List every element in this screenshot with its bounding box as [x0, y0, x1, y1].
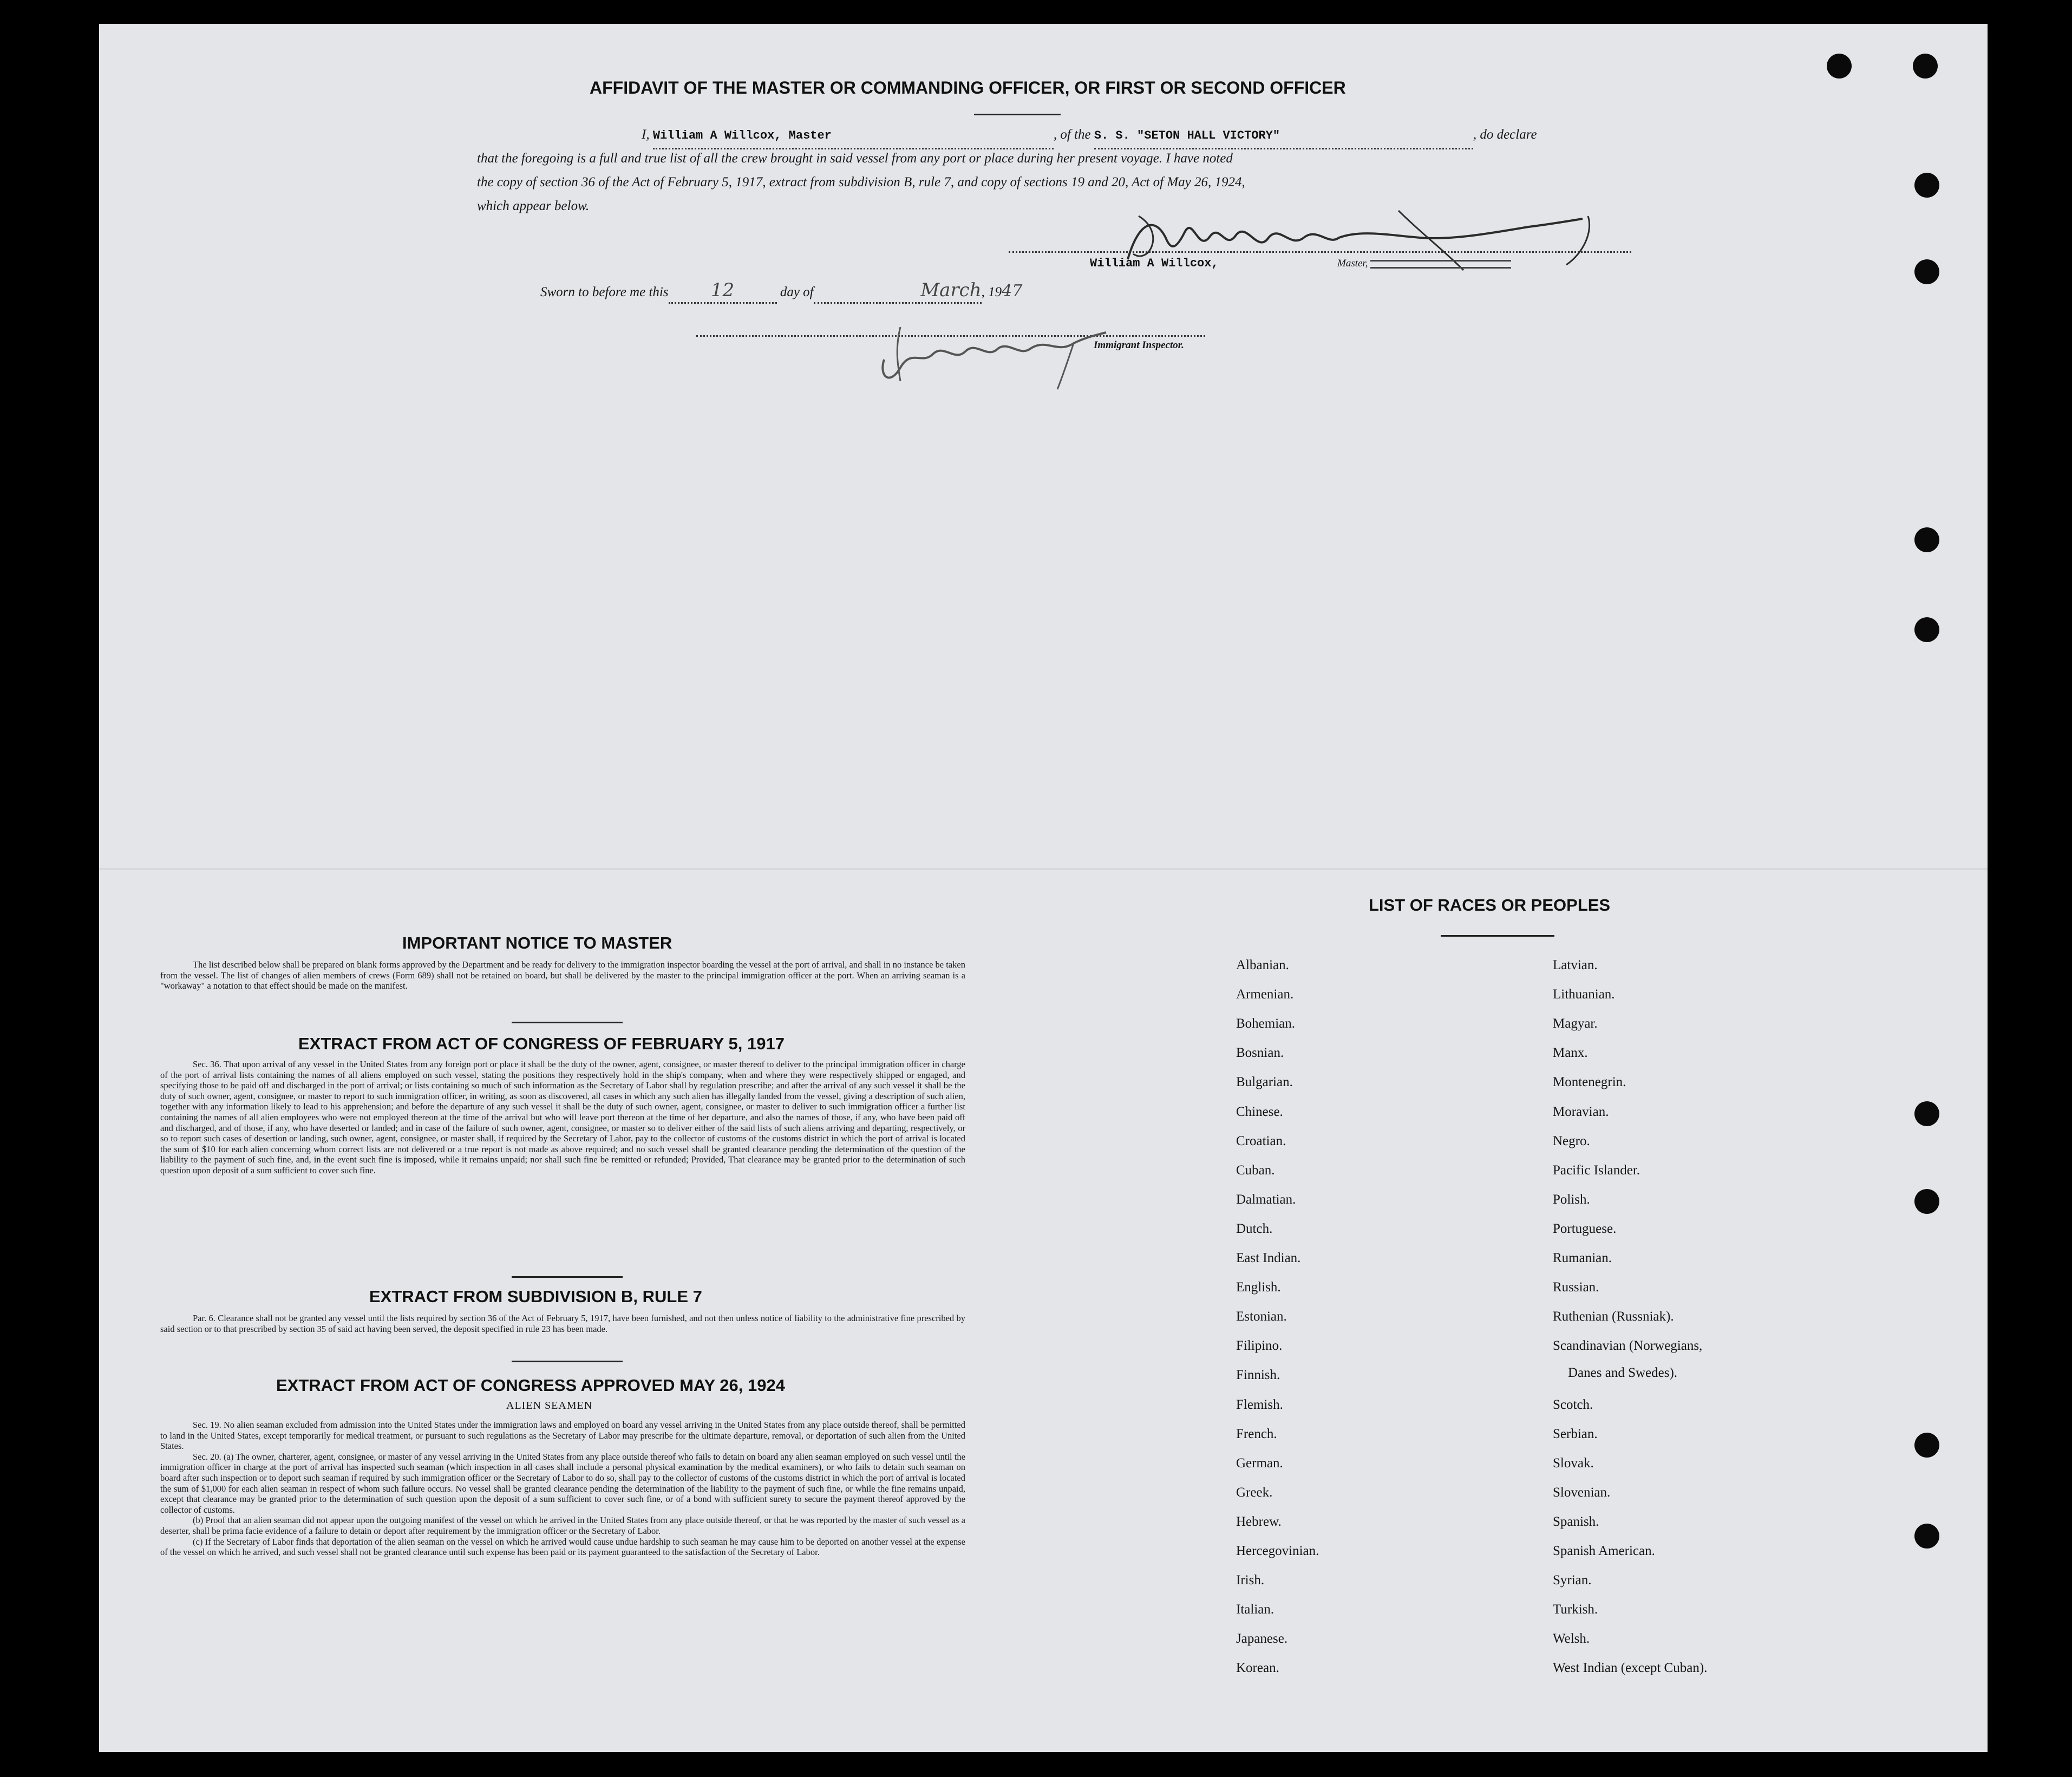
punch-hole-6 — [1914, 617, 1939, 642]
sworn-prefix: Sworn to before me this — [540, 285, 669, 299]
race-left-item: Filipino. — [1236, 1338, 1283, 1354]
race-right-item: Pacific Islander. — [1553, 1162, 1640, 1178]
punch-hole-2 — [1913, 54, 1938, 79]
race-left-item: Albanian. — [1236, 958, 1289, 972]
sworn-day-of: day of — [780, 285, 814, 299]
extract-1917-rule — [512, 1276, 623, 1278]
race-right-item: Turkish. — [1553, 1602, 1598, 1617]
race-left-item: Bosnian. — [1236, 1046, 1284, 1061]
punch-hole-8 — [1914, 1189, 1939, 1214]
punch-hole-1 — [1827, 54, 1852, 79]
extract-1917-title: EXTRACT FROM ACT OF CONGRESS OF FEBRUARY 5, 1917 — [298, 1034, 785, 1053]
race-left-item: Cuban. — [1236, 1162, 1275, 1178]
race-left-item: Bohemian. — [1236, 1016, 1296, 1031]
race-left-item: Croatian. — [1236, 1133, 1286, 1148]
race-right-item: Polish. — [1553, 1192, 1590, 1207]
inspector-signature — [868, 316, 1139, 392]
race-left-item: Chinese. — [1236, 1104, 1283, 1119]
race-left-item: Hercegovinian. — [1236, 1544, 1319, 1558]
sworn-month-value: March — [920, 279, 982, 301]
sworn-year-prefix: 19 — [988, 285, 1002, 299]
race-left-item: Flemish. — [1236, 1397, 1283, 1412]
race-scandinavian-continuation: Danes and Swedes). — [1568, 1366, 1678, 1380]
rule7-rule — [512, 1361, 623, 1362]
race-left-item: Dutch. — [1236, 1221, 1273, 1236]
sec19-body: Sec. 19. No alien seaman excluded from admission into the United States under the immigration laws and employed on board any vessel arriving in the United States from any place outside thereof, shall be permitted to land in the United States, except temporarily for medical treatment, or pursuant to such regulations as the Secretary of Labor may prescribe for the ultimate departure, removal, or deportation of such alien from the United States. — [160, 1420, 965, 1452]
race-right-item: West Indian (except Cuban). — [1553, 1661, 1708, 1676]
affidavit-line-4: which appear below. — [477, 199, 590, 213]
page-fold-line — [99, 868, 1988, 870]
affidavit-line-3: the copy of section 36 of the Act of February 5, 1917, extract from subdivision B, rule 7, and copy of sections 19 and 20, Act of May 26, 1924, — [477, 175, 1245, 190]
punch-hole-7 — [1914, 1101, 1939, 1126]
vessel-name-field: S. S. "SETON HALL VICTORY" — [1094, 124, 1473, 149]
race-right-item: Spanish. — [1553, 1514, 1599, 1529]
affidavit-title-rule — [974, 114, 1061, 115]
race-right-item: Moravian. — [1553, 1104, 1609, 1119]
inspector-label: Immigrant Inspector. — [1094, 339, 1184, 351]
document-page — [99, 24, 1988, 1752]
race-right-item: Syrian. — [1553, 1573, 1592, 1588]
race-left-item: Armenian. — [1236, 987, 1294, 1002]
race-right-item: Russian. — [1553, 1280, 1599, 1295]
rule7-body: Par. 6. Clearance shall not be granted any vessel until the lists required by section 36 of the Act of February 5, 1917, have been furnished, and not then unless notice of liability to the administrative fine prescribed by said section or to that prescribed by section 35 of said act having been served, the deposit specified in rule 23 has been made. — [160, 1313, 965, 1334]
race-left-item: Estonian. — [1236, 1309, 1287, 1324]
race-right-item: Rumanian. — [1553, 1251, 1612, 1265]
race-left-item: Finnish. — [1236, 1368, 1280, 1383]
race-left-item: Hebrew. — [1236, 1514, 1282, 1529]
races-rule — [1441, 935, 1554, 937]
races-title: LIST OF RACES OR PEOPLES — [1369, 896, 1611, 914]
race-left-item: Italian. — [1236, 1602, 1274, 1617]
race-left-item: Greek. — [1236, 1485, 1273, 1500]
race-left-item: Japanese. — [1236, 1631, 1288, 1647]
punch-hole-9 — [1914, 1433, 1939, 1458]
sec20a-body: Sec. 20. (a) The owner, charterer, agent, consignee, or master of any vessel arriving in the United States from any place outside thereof who fails to detain on board any alien seaman employed on such vessel until the immigration officer in charge at the port of arrival has inspected such seaman (which inspection in all cases shall include a personal physical examination by the medical examiners), or who fails to detain such seaman on board after such inspection or to deport such seaman if required by such immigration officer or the Secretary of Labor to do so, shall pay to the collector of customs of the customs district in which the port of arrival is located the sum of $1,000 for each alien seaman in respect of whom such failure occurs. No vessel shall be granted clearance pending the determination of the liability to the payment of such fine, or while the fine remains unpaid, except that clearance may be granted prior to the determination of such question upon the deposit of a sum sufficient to cover such fine, or of a bond with sufficient surety to secure the payment thereof approved by the collector of customs. — [160, 1451, 965, 1515]
race-right-item: Ruthenian (Russniak). — [1553, 1309, 1674, 1324]
punch-hole-4 — [1914, 259, 1939, 284]
notice-rule — [512, 1022, 623, 1023]
affidavit-line-1 — [540, 123, 1623, 149]
race-right-item: Scandinavian (Norwegians, — [1553, 1338, 1703, 1354]
sworn-month-field — [814, 278, 982, 304]
affidavit-of-the-label: , of the — [1053, 127, 1091, 142]
race-right-item: Slovenian. — [1553, 1485, 1611, 1500]
sworn-day-value: 12 — [710, 279, 735, 301]
signer-typed-name: William A Willcox, — [1090, 257, 1219, 270]
race-right-item: Montenegrin. — [1553, 1075, 1626, 1090]
master-name-field: William A Willcox, Master — [653, 124, 1054, 149]
race-right-item: Scotch. — [1553, 1397, 1593, 1412]
race-right-item: Welsh. — [1553, 1631, 1590, 1647]
sec20c-body: (c) If the Secretary of Labor finds that deportation of the alien seaman on the vessel on which he arrived would cause undue hardship to such seaman he may cause him to be deported on another vessel at the expense of the vessel on which he arrived, and such vessel shall not be granted clearance until such expense has been paid or its payment guaranteed to the satisfaction of the Secretary of Labor. — [160, 1536, 965, 1558]
extract-1917-body: Sec. 36. That upon arrival of any vessel in the United States from any foreign port or place it shall be the duty of the owner, agent, consignee, or master thereof to deliver to the principal immigration officer in charge of the port of arrival lists containing the names of all aliens employed on such vessel, stating the positions they respectively hold in the ship's company, when and where they were respectively shipped or engaged, and specifying those to be paid off and discharged in the port of arrival; or lists containing so much of such information as the Secretary of Labor shall by regulation prescribe; and after the arrival of any such vessel it shall be the duty of such owner, agent, consignee, or master to report to such immigration officer, in writing, as soon as discovered, all cases in which any such alien has illegally landed from the vessel, giving a description of such alien, together with any information likely to lead to his apprehension; and before the departure of any such vessel it shall be the duty of such owner, agent, consignee, or master to deliver to such immigration officer a further list containing the names of all alien employees who were not employed thereon at the time of the arrival but who will leave port thereon at the time of her departure, and also the names of those, if any, who have been paid off and discharged, and of those, if any, who have deserted or landed; and in case of the failure of such owner, agent, consignee, or master so to deliver either of the said lists of such aliens arriving and departing, respectively, or so to report such cases of desertion or landing, such owner, agent, consignee, or master shall, if required by the Secretary of Labor, pay to the collector of customs of the customs district in which the port of arrival is located the sum of $10 for each alien concerning whom correct lists are not delivered or a true report is not made as above required; and no such vessel shall be granted clearance pending the determination of the question of the liability to the payment of such fine, and, in the event such fine is imposed, while it remains unpaid; nor shall such fine be remitted or refunded; Provided, That clearance may be granted prior to the determination of such question upon deposit of a sum sufficient to cover such fine. — [160, 1059, 965, 1175]
race-left-item: Korean. — [1236, 1661, 1279, 1676]
sworn-year-suffix: 47 — [1002, 282, 1023, 300]
notice-body: The list described below shall be prepared on blank forms approved by the Department and be ready for delivery to the immigration inspector boarding the vessel at the port of arrival, and shall in no instance be taken from the vessel. The list of changes of alien members of crews (Form 689) shall not be retained on board, but shall be delivered by the master to the principal immigration officer at the port. When an arriving seaman is a "workaway" a notation to that effect should be made on the manifest. — [160, 959, 965, 991]
struck-title-text — [1370, 260, 1511, 269]
punch-hole-3 — [1914, 173, 1939, 198]
extract-1924-sections — [160, 1420, 965, 1558]
race-right-item: Serbian. — [1553, 1426, 1598, 1441]
race-left-item: East Indian. — [1236, 1251, 1301, 1265]
affidavit-line-2: that the foregoing is a full and true list of all the crew brought in said vessel from any port or place during her present voyage. I have noted — [477, 151, 1233, 166]
master-title-label — [1337, 258, 1511, 270]
race-right-item: Magyar. — [1553, 1016, 1598, 1031]
sworn-line: Sworn to before me this 12 day of March, 1947 — [540, 278, 1022, 304]
race-right-item: Slovak. — [1553, 1455, 1594, 1471]
race-right-item: Negro. — [1553, 1133, 1590, 1148]
sworn-day-field — [669, 278, 777, 304]
master-label: Master, — [1337, 258, 1368, 269]
race-left-item: Irish. — [1236, 1573, 1265, 1588]
affidavit-title: AFFIDAVIT OF THE MASTER OR COMMANDING OFFICER, OR FIRST OR SECOND OFFICER — [590, 78, 1346, 97]
extract-1924-title: EXTRACT FROM ACT OF CONGRESS APPROVED MAY 26, 1924 — [276, 1376, 785, 1395]
race-right-item: Spanish American. — [1553, 1544, 1655, 1558]
race-right-item: Lithuanian. — [1553, 987, 1615, 1002]
race-left-item: Bulgarian. — [1236, 1075, 1293, 1090]
race-right-item: Manx. — [1553, 1046, 1588, 1061]
punch-hole-10 — [1914, 1524, 1939, 1549]
affidavit-i-label: I, — [642, 127, 650, 142]
race-left-item: French. — [1236, 1426, 1277, 1441]
race-left-item: Dalmatian. — [1236, 1192, 1296, 1207]
race-right-item: Portuguese. — [1553, 1221, 1617, 1236]
notice-title: IMPORTANT NOTICE TO MASTER — [402, 933, 672, 952]
sec20b-body: (b) Proof that an alien seaman did not appear upon the outgoing manifest of the vessel on which he arrived in the United States from any place outside thereof, or that he was reported by the master of such vessel as a deserter, shall be prima facie evidence of a failure to detain or deport after requirement by the immigration officer or the Secretary of Labor. — [160, 1515, 965, 1536]
race-left-item: English. — [1236, 1280, 1281, 1295]
affidavit-declare-label: , do declare — [1473, 127, 1537, 142]
race-left-item: German. — [1236, 1455, 1283, 1471]
extract-1924-subtitle: ALIEN SEAMEN — [506, 1400, 593, 1412]
rule7-title: EXTRACT FROM SUBDIVISION B, RULE 7 — [369, 1287, 702, 1306]
punch-hole-5 — [1914, 527, 1939, 552]
race-right-item: Latvian. — [1553, 958, 1598, 972]
